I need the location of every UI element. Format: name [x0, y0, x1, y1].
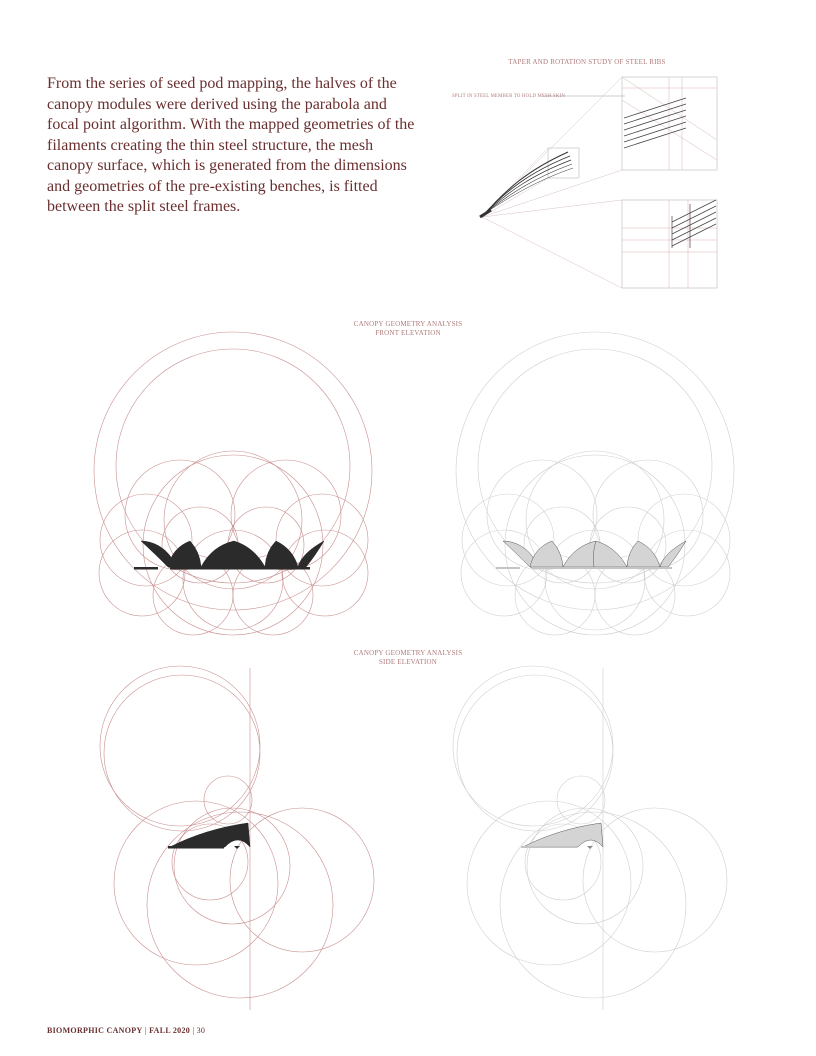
split-member-callout: SPLIT IN STEEL MEMBER TO HOLD MESH SKIN	[452, 94, 566, 99]
footer-project: BIOMORPHIC CANOPY	[47, 1026, 143, 1035]
intro-paragraph: From the series of seed pod mapping, the halves of the canopy modules were derived using the parabola and focal point algorithm. With the mapped geometries of the filaments creating the thin steel structure, the mesh canopy surface, which is generated from the dimensions and geometries of the pre-existing benches, is fitted between the split steel frames.	[47, 75, 415, 215]
side-elevation-title-line2: SIDE ELEVATION	[378, 658, 438, 666]
footer-term: FALL 2020	[149, 1026, 191, 1035]
page-footer	[47, 1026, 205, 1035]
front-elevation-title-line2: FRONT ELEVATION	[375, 329, 441, 337]
footer-separator: |	[144, 1026, 150, 1035]
footer-page-number: 30	[196, 1026, 206, 1035]
front-elevation-title-line1: CANOPY GEOMETRY ANALYSIS	[353, 320, 463, 328]
taper-study-title: TAPER AND ROTATION STUDY OF STEEL RIBS	[508, 58, 666, 66]
side-elevation-title-line1: CANOPY GEOMETRY ANALYSIS	[353, 649, 463, 657]
footer-separator: |	[192, 1026, 197, 1035]
